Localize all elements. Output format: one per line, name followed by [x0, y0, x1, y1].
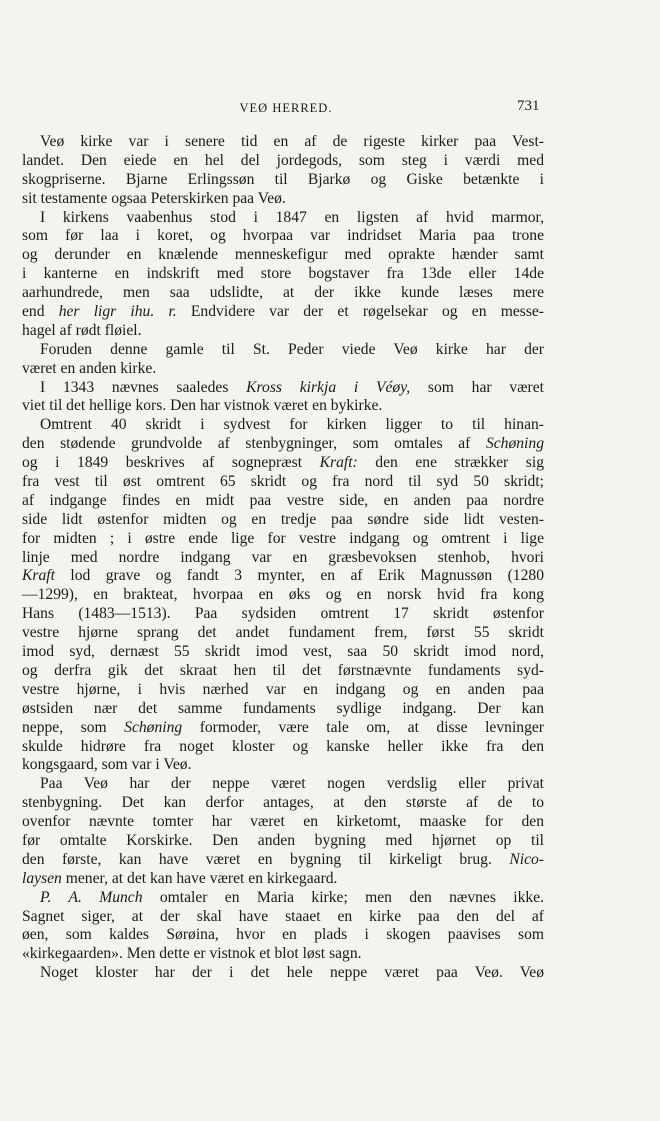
- line-text: været en anden kirke.: [22, 359, 157, 377]
- line-text: neppe, som: [22, 718, 125, 736]
- line-text: I 1343 nævnes saaledes: [40, 378, 247, 396]
- text-line: [22, 775, 544, 794]
- text-line: [22, 454, 544, 473]
- text-line: [22, 549, 544, 568]
- line-text: Omtrent 40 skridt i sydvest for kirken ligger to til hinan-: [40, 416, 544, 434]
- line-text: vestre hjørne, i hvis nærhed var en indgang og en anden paa: [22, 680, 544, 698]
- italic-text: Schøning: [124, 718, 183, 736]
- line-text: landet. Den eiede en hel del jordegods, som steg i værdi med: [22, 151, 544, 169]
- text-line: [22, 530, 544, 549]
- line-text: viet til det hellige kors. Den har vistnok været en bykirke.: [22, 397, 383, 415]
- line-text: og derunder en knælende menneskefigur med oprakte hænder samt: [22, 246, 544, 264]
- text-line: [22, 738, 544, 757]
- text-line: [22, 586, 544, 605]
- text-line: [22, 813, 544, 832]
- text-line: [22, 379, 544, 398]
- line-text: hagel af rødt fløiel.: [22, 321, 142, 339]
- italic-text: Schøning: [485, 435, 544, 453]
- line-text: «kirkegaarden». Men dette er vistnok et blot løst sagn.: [22, 945, 362, 963]
- text-line: [22, 284, 544, 303]
- line-text: den første, kan have været en bygning til kirkeligt brug.: [22, 850, 510, 868]
- line-text: ovenfor nævnte tomter har været en kirketomt, maaske for den: [22, 813, 544, 831]
- text-line: [22, 756, 544, 775]
- italic-text: Kraft: [22, 567, 55, 585]
- line-text: I kirkens vaabenhus stod i 1847 en ligsten af hvid marmor,: [40, 208, 544, 226]
- line-text: side lidt østenfor midten og en tredje paa søndre side lidt vesten-: [22, 510, 544, 528]
- italic-text: P. A. Munch: [40, 888, 143, 906]
- italic-text: her ligr ihu. r.: [58, 303, 177, 321]
- body-text: [22, 133, 544, 983]
- line-text: end: [22, 303, 59, 321]
- text-line: [22, 190, 544, 209]
- line-text: lod grave og fandt 3 mynter, en af Erik Magnussøn (1280: [54, 567, 544, 585]
- italic-text: Nico-: [509, 850, 544, 868]
- text-line: [22, 794, 544, 813]
- line-text: fra vest til øst omtrent 65 skridt og fra nord til syd 50 skridt;: [22, 473, 544, 491]
- italic-text: Kraft:: [319, 454, 358, 472]
- line-text: for midten ; i østre ende lige for vestre indgang og omtrent i lige: [22, 529, 544, 547]
- line-text: og i 1849 beskrives af sognepræst: [22, 454, 320, 472]
- text-line: [22, 851, 544, 870]
- line-text: Paa Veø har der neppe været nogen verdslig eller privat: [40, 775, 544, 793]
- line-text: vestre hjørne sprang det andet fundament frem, først 55 skridt: [22, 624, 544, 642]
- text-line: [22, 492, 544, 511]
- text-line: [22, 227, 544, 246]
- line-text: aarhundrede, men saa udslidte, at der ikke kunde læses mere: [22, 284, 544, 302]
- line-text: i kanterne en indskrift med store bogstaver fra 13de eller 14de: [22, 265, 544, 283]
- text-line: [22, 643, 544, 662]
- text-line: [22, 964, 544, 983]
- text-line: [22, 945, 544, 964]
- italic-text: laysen: [22, 869, 62, 887]
- text-line: [22, 908, 544, 927]
- page-number: 731: [517, 98, 540, 114]
- text-line: [22, 511, 544, 530]
- text-line: [22, 322, 544, 341]
- text-line: [22, 152, 544, 171]
- text-line: [22, 719, 544, 738]
- text-line: [22, 624, 544, 643]
- line-text: omtaler en Maria kirke; men den nævnes ikke.: [142, 888, 544, 906]
- line-text: Noget kloster har der i det hele neppe været paa Veø. Veø: [40, 964, 544, 982]
- line-text: Hans (1483—1513). Paa sydsiden omtrent 17 skridt østenfor: [22, 605, 544, 623]
- text-line: [22, 662, 544, 681]
- line-text: Veø kirke var i senere tid en af de rigeste kirker paa Vest-: [40, 133, 544, 150]
- line-text: Endvidere var der et røgelsekar og en messe-: [176, 303, 544, 321]
- line-text: før omtalte Korskirke. Den anden bygning med hjørnet op til: [22, 831, 544, 849]
- text-line: [22, 681, 544, 700]
- text-line: [22, 341, 544, 360]
- line-text: formoder, være tale om, at disse levninger: [182, 718, 544, 736]
- line-text: af indgange findes en midt paa vestre side, en anden paa nordre: [22, 491, 544, 509]
- text-line: [22, 360, 544, 379]
- line-text: imod syd, dernæst 55 skridt imod vest, saa 50 skridt imod nord,: [22, 643, 544, 661]
- text-line: [22, 209, 544, 228]
- running-title: VEØ HERRED.: [239, 101, 333, 115]
- text-line: [22, 171, 544, 190]
- line-text: kongsgaard, som var i Veø.: [22, 756, 192, 774]
- line-text: sit testamente ogsaa Peterskirken paa Veø.: [22, 189, 286, 207]
- line-text: Sagnet siger, at der skal have staaet en kirke paa den del af: [22, 907, 544, 925]
- text-line: [22, 700, 544, 719]
- line-text: øen, som kaldes Sørøina, hvor en plads i skogen paavises som: [22, 926, 544, 944]
- line-text: mener, at det kan have været en kirkegaard.: [61, 869, 338, 887]
- text-line: [22, 926, 544, 945]
- line-text: som har været: [410, 378, 544, 396]
- text-line: [22, 435, 544, 454]
- text-line: [22, 567, 544, 586]
- page-header: [0, 98, 660, 118]
- text-line: [22, 889, 544, 908]
- line-text: linje med nordre indgang var en græsbevoksen stenhob, hvori: [22, 548, 544, 566]
- text-line: [22, 870, 544, 889]
- line-text: —1299), en brakteat, hvorpaa en øks og en norsk hvid fra kong: [22, 586, 544, 604]
- text-line: [22, 303, 544, 322]
- italic-text: Kross kirkja i Véøy,: [246, 378, 411, 396]
- line-text: og derfra gik det skraat hen til det førstnævnte fundaments syd-: [22, 661, 544, 679]
- line-text: skogpriserne. Bjarne Erlingssøn til Bjarkø og Giske betænkte i: [22, 170, 544, 188]
- line-text: den stødende grundvolde af stenbygninger, som omtales af: [22, 435, 486, 453]
- line-text: som før laa i koret, og hvorpaa var indridset Maria paa trone: [22, 227, 544, 245]
- line-text: Foruden denne gamle til St. Peder viede Veø kirke har der: [40, 340, 544, 358]
- text-line: [22, 246, 544, 265]
- text-line: [22, 832, 544, 851]
- text-line: [22, 397, 544, 416]
- line-text: østsiden nær det samme fundaments sydlige indgang. Der kan: [22, 699, 544, 717]
- line-text: skulde hidrøre fra noget kloster og kanske heller ikke fra den: [22, 737, 544, 755]
- line-text: den ene strækker sig: [357, 454, 544, 472]
- text-line: [22, 605, 544, 624]
- text-line: [22, 473, 544, 492]
- line-text: stenbygning. Det kan derfor antages, at den største af de to: [22, 794, 544, 812]
- text-line: [22, 133, 544, 152]
- text-line: [22, 416, 544, 435]
- text-line: [22, 265, 544, 284]
